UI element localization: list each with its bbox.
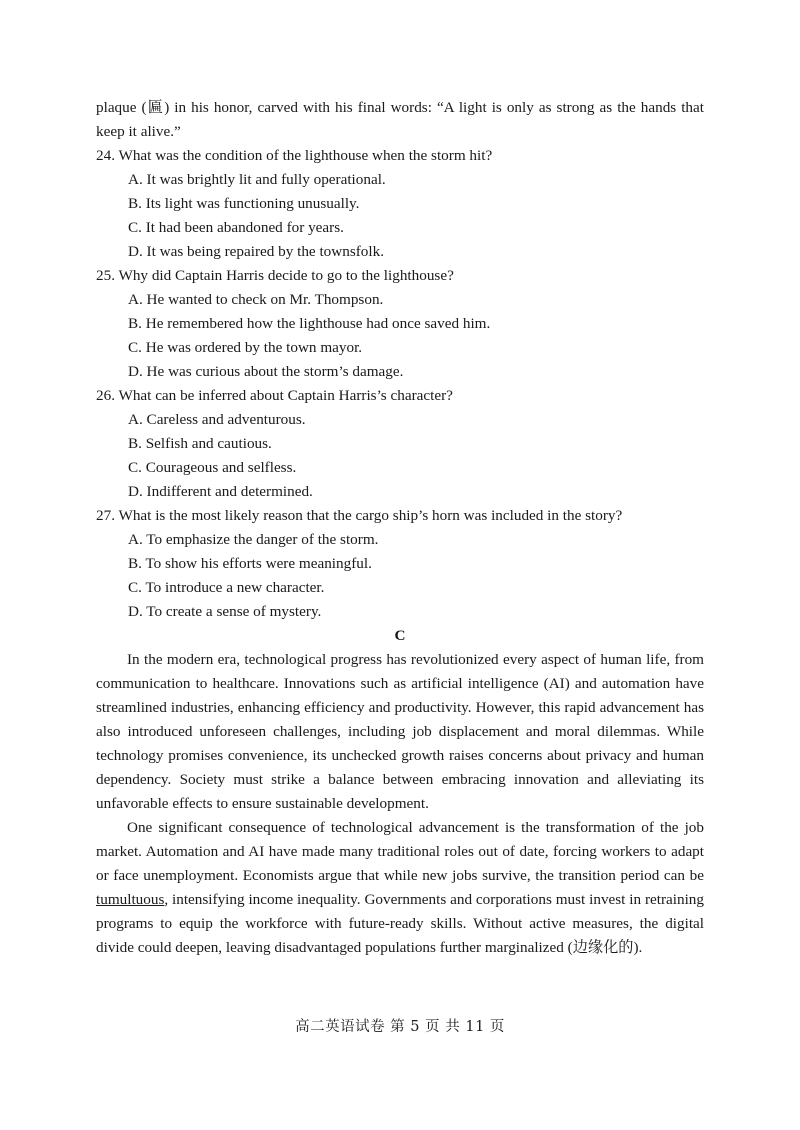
question-stem: 25. Why did Captain Harris decide to go to the lighthouse? (96, 267, 454, 284)
question-stem: 24. What was the condition of the lighthouse when the storm hit? (96, 147, 493, 164)
underlined-vocabulary-word: tumultuous (96, 891, 165, 908)
answer-option-b: B. Selfish and cautious. (128, 435, 272, 452)
question-stem: 27. What is the most likely reason that the cargo ship’s horn was included in the story? (96, 507, 623, 524)
question-25 (96, 264, 704, 384)
answer-option-c: C. Courageous and selfless. (128, 459, 297, 476)
answer-option-a: A. To emphasize the danger of the storm. (128, 531, 379, 548)
paragraph-text: One significant consequence of technological advancement is the transformation of the job market. Automation and AI have made many traditional roles out of date, forcing workers to adapt or face unemployment. Economists argue that while new jobs survive, the transition period can be (96, 819, 704, 884)
answer-option-d: D. Indifferent and determined. (128, 483, 313, 500)
answer-option-c: C. To introduce a new character. (128, 579, 325, 596)
answer-option-a: A. It was brightly lit and fully operational. (128, 171, 386, 188)
question-26 (96, 384, 704, 504)
answer-option-d: D. He was curious about the storm’s damage. (128, 363, 404, 380)
page-footer: 高二英语试卷 第 5 页 共 11 页 (295, 1019, 505, 1035)
passage-b-closing-text: plaque (匾) in his honor, carved with his final words: “A light is only as strong as the hands that keep it alive.” (96, 99, 704, 140)
answer-option-b: B. To show his efforts were meaningful. (128, 555, 372, 572)
question-27 (96, 504, 704, 624)
passage-c-paragraph-1: In the modern era, technological progress has revolutionized every aspect of human life, from communication to healthcare. Innovations such as artificial intelligence (AI) and automation have streamlined industries, enhancing efficiency and productivity. However, this rapid advancement has also introduced unforeseen challenges, including job displacement and moral dilemmas. While technology promises convenience, its unchecked growth raises concerns about privacy and human dependency. Society must strike a balance between embracing innovation and alleviating its unfavorable effects to ensure sustainable development. (96, 651, 704, 812)
answer-option-b: B. Its light was functioning unusually. (128, 195, 360, 212)
passage-c-paragraph-2 (96, 816, 704, 960)
question-24 (96, 144, 704, 264)
question-stem: 26. What can be inferred about Captain Harris’s character? (96, 387, 453, 404)
section-heading-c: C (394, 627, 406, 644)
answer-option-a: A. He wanted to check on Mr. Thompson. (128, 291, 384, 308)
answer-option-d: D. To create a sense of mystery. (128, 603, 322, 620)
answer-option-c: C. He was ordered by the town mayor. (128, 339, 363, 356)
answer-option-a: A. Careless and adventurous. (128, 411, 306, 428)
exam-page-body (96, 96, 704, 960)
paragraph-text: , intensifying income inequality. Governments and corporations must invest in retraining programs to equip the workforce with future-ready skills. Without active measures, the digital divide could deepen, leaving disadvantaged populations further marginalized (边缘化的). (96, 891, 704, 956)
answer-option-d: D. It was being repaired by the townsfolk. (128, 243, 385, 260)
answer-option-c: C. It had been abandoned for years. (128, 219, 344, 236)
answer-option-b: B. He remembered how the lighthouse had once saved him. (128, 315, 491, 332)
